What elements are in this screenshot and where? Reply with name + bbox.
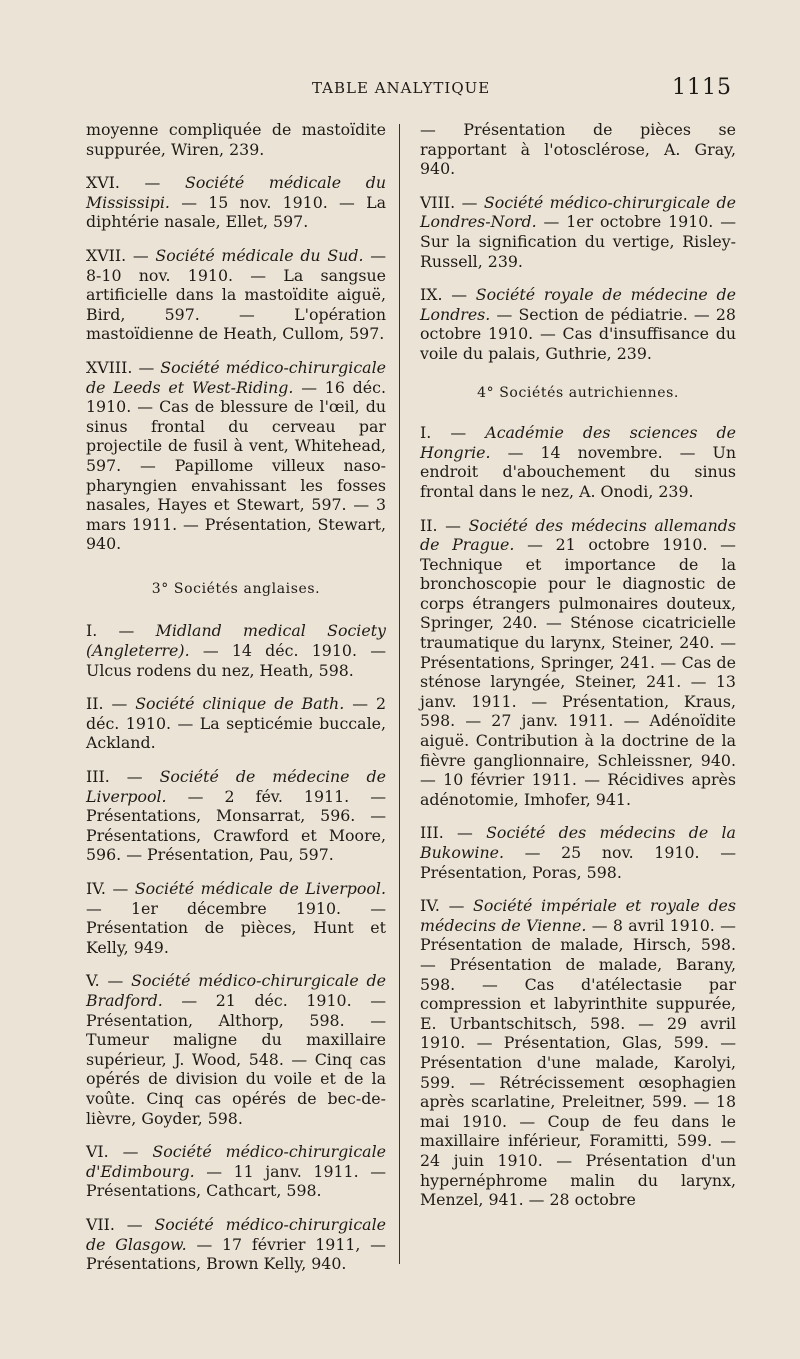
index-entry bbox=[86, 767, 386, 865]
left-column bbox=[86, 120, 386, 1288]
index-entry bbox=[86, 621, 386, 680]
index-entry bbox=[420, 120, 736, 179]
index-entry bbox=[420, 193, 736, 271]
index-entry bbox=[86, 246, 386, 344]
society-name: Société médico-chirurgicale de Leeds et West-Riding. bbox=[86, 357, 386, 397]
index-entry bbox=[86, 358, 386, 554]
entry-number: VII. — bbox=[86, 1214, 155, 1234]
entry-number: II. — bbox=[86, 694, 136, 714]
entry-text: — 2 déc. 1910. — La septicémie buccale, Ackland. bbox=[86, 694, 387, 753]
entry-number: I. — bbox=[86, 621, 156, 641]
entry-number: III. — bbox=[86, 767, 160, 787]
entry-text: — 25 nov. 1910. — Présentation, Poras, 598. bbox=[420, 843, 736, 882]
entry-text: — 15 nov. 1910. — La diphtérie nasale, Ellet, 597. bbox=[86, 192, 386, 232]
entry-number: XVIII. — bbox=[86, 357, 161, 377]
index-entry bbox=[420, 516, 736, 810]
entry-text: — 1er octobre 1910. — Sur la signification du vertige, Risley-Russell, 239. bbox=[420, 212, 736, 271]
index-entry bbox=[86, 173, 386, 232]
entry-number: XVII. — bbox=[86, 245, 156, 265]
society-name: Société médico-chirurgicale de Londres-Nord. bbox=[420, 192, 736, 232]
society-name: Société médicale du Mississipi. bbox=[86, 173, 386, 212]
entry-number: XVI. — bbox=[86, 173, 185, 193]
index-entry bbox=[86, 694, 386, 753]
section-heading: 4° Sociétés autrichiennes. bbox=[477, 384, 679, 401]
entry-number: III. — bbox=[420, 823, 487, 843]
society-name: Société médico-chirurgicale d'Edimbourg. bbox=[86, 1142, 386, 1181]
index-entry bbox=[86, 1215, 386, 1274]
society-name: Société médico-chirurgicale de Bradford. bbox=[86, 971, 386, 1010]
entry-number: IV. — bbox=[86, 879, 135, 898]
entry-number: IX. — bbox=[420, 285, 476, 305]
society-name: Société médico-chirurgicale de Glasgow. bbox=[86, 1214, 386, 1254]
entry-text: — 8-10 nov. 1910. — La sangsue artificielle dans la mastoïdite aiguë, Bird, 597. — L'opération mastoïdienne de Heath, Cullom, 597. bbox=[86, 245, 386, 344]
entry-text: — 11 janv. 1911. — Présentations, Cathcart, 598. bbox=[86, 1161, 386, 1201]
entry-number: V. — bbox=[86, 971, 132, 991]
entry-number: IV. — bbox=[420, 896, 474, 916]
index-entry: moyenne compliquée de mastoïdite suppurée, Wiren, 239. bbox=[86, 120, 386, 159]
society-name: Société impériale et royale des médecins de Vienne. bbox=[420, 896, 736, 935]
index-entry bbox=[86, 879, 386, 957]
society-name: Société des médecins de la Bukowine. bbox=[420, 823, 736, 862]
society-name: Académie des sciences de Hongrie. bbox=[420, 423, 737, 462]
entry-text: — 2 fév. 1911. — Présentations, Monsarrat, 596. — Présentations, Crawford et Moore, 596. — Présentation, Pau, 597. bbox=[86, 786, 386, 865]
index-entry bbox=[86, 1142, 386, 1201]
right-column bbox=[420, 120, 736, 1224]
section-heading: 3° Sociétés anglaises. bbox=[151, 580, 321, 597]
running-title: TABLE ANALYTIQUE bbox=[312, 79, 491, 97]
index-entry bbox=[420, 823, 736, 882]
entry-number: I. — bbox=[420, 423, 486, 443]
entry-text: — 14 déc. 1910. — Ulcus rodens du nez, Heath, 598. bbox=[86, 641, 386, 680]
society-name: Société royale de médecine de Londres. bbox=[420, 285, 736, 324]
column-divider bbox=[399, 124, 400, 1264]
index-entry bbox=[420, 423, 736, 501]
society-name: Société des médecins allemands de Prague. bbox=[420, 515, 736, 555]
society-name: Société médicale de Liverpool. bbox=[134, 879, 386, 898]
entry-number: VIII. — bbox=[420, 192, 484, 212]
index-entry bbox=[420, 896, 736, 1210]
entry-text: — 21 octobre 1910. — Technique et importance de la bronchoscopie pour le diagnostic de corps étrangers pulmonaires douteux, Springer, 240. — Sténose cicatricielle traumatique du larynx, Steiner, 240. — Présentations, Springer, 241. — Cas de sténose laryngée, Steiner, 241. — 13 janv. 1911. — Présentation, Kraus, 598. — 27 janv. 1911. — Adénoïdite aiguë. Contribution à la doctrine de la fièvre ganglionnaire, Schleissner, 940. — 10 février 1911. — Récidives après adénotomie, Imhofer, 941. bbox=[420, 535, 736, 809]
entry-text: — 14 novembre. — Un endroit d'abouchement du sinus frontal dans le nez, A. Onodi, 239. bbox=[420, 442, 736, 501]
index-entry bbox=[86, 971, 386, 1128]
entry-text: — 17 février 1911, — Présentations, Brown Kelly, 940. bbox=[86, 1234, 386, 1274]
society-name: Société clinique de Bath. bbox=[135, 694, 345, 714]
entry-text: — Section de pédiatrie. — 28 octobre 1910. — Cas d'insuffisance du voile du palais, Guthrie, 239. bbox=[420, 304, 736, 363]
entry-text: — 1er décembre 1910. — Présentation de pièces, Hunt et Kelly, 949. bbox=[86, 898, 386, 957]
entry-text: — 16 déc. 1910. — Cas de blessure de l'œil, du sinus frontal du cerveau par projectile de fusil à vent, Whitehead, 597. — Papillome villeux naso-pharyngien envahissant les fosses nasales, Hayes et Stewart, 597. — 3 mars 1911. — Présentation, Stewart, 940. bbox=[86, 377, 386, 554]
society-name: Midland medical Society (Angleterre). bbox=[86, 621, 386, 661]
entry-text: — Présentation de pièces se rapportant à l'otosclérose, A. Gray, 940. bbox=[420, 120, 736, 179]
index-entry bbox=[420, 285, 736, 363]
entry-text: — 8 avril 1910. — Présentation de malade, Hirsch, 598. — Présentation de malade, Barany, 598. — Cas d'atélectasie par compression et labyrinthite suppurée, E. Urbantschitsch, 598. — 29 avril 1910. — Présentation, Glas, 599. — Présentation d'une malade, Karolyi, 599. — Rétrécissement œsophagien après scarlatine, Preleitner, 599. — 18 mai 1910. — Coup de feu dans le maxillaire inférieur, Foramitti, 599. — 24 juin 1910. — Présentation d'un hypernéphrome malin du larynx, Menzel, 941. — 28 octobre bbox=[420, 915, 736, 1210]
page-number: 1115 bbox=[672, 75, 732, 100]
entry-number: VI. — bbox=[86, 1142, 153, 1162]
society-name: Société de médecine de Liverpool. bbox=[86, 767, 386, 806]
entry-number: II. — bbox=[420, 515, 469, 535]
page-header bbox=[0, 75, 800, 103]
society-name: Société médicale du Sud. bbox=[155, 245, 364, 265]
entry-text: — 21 déc. 1910. — Présentation, Althorp, 598. — Tumeur maligne du maxillaire supérieur, J. Wood, 548. — Cinq cas opérés de division du voile et de la voûte. Cinq cas opérés de bec-de-lièvre, Goyder, 598. bbox=[86, 990, 386, 1128]
